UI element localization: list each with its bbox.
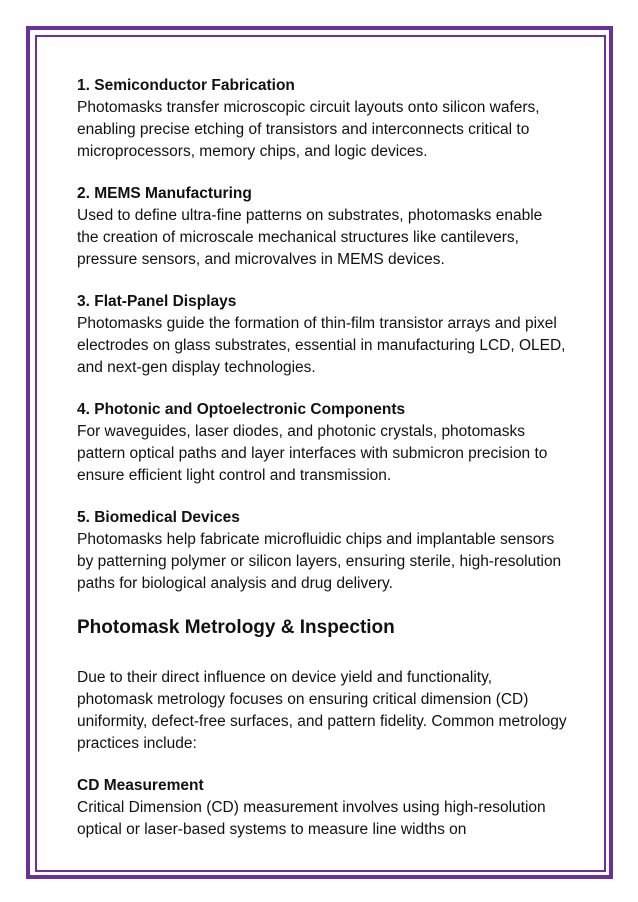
application-section (77, 291, 567, 379)
section-body: Used to define ultra-fine patterns on substrates, photomasks enable the creation of microscale mechanical structures like cantilevers, pressure sensors, and microvalves in MEMS devices. (77, 207, 543, 268)
section-title: 4. Photonic and Optoelectronic Components (77, 401, 406, 418)
section-title: 2. MEMS Manufacturing (77, 185, 252, 202)
section-title: 3. Flat-Panel Displays (77, 293, 237, 310)
application-section (77, 183, 567, 271)
page-content (77, 75, 567, 861)
section-body: For waveguides, laser diodes, and photonic crystals, photomasks pattern optical paths and layer interfaces with submicron precision to ensure efficient light control and transmission. (77, 423, 548, 484)
metrology-heading: Photomask Metrology & Inspection (77, 617, 395, 638)
application-section (77, 507, 567, 595)
cd-measurement-body: Critical Dimension (CD) measurement involves using high-resolution optical or laser-based systems to measure line widths on (77, 799, 546, 838)
cd-measurement-title: CD Measurement (77, 777, 204, 794)
application-section (77, 75, 567, 163)
section-title: 1. Semiconductor Fabrication (77, 77, 295, 94)
application-section (77, 399, 567, 487)
section-body: Photomasks transfer microscopic circuit layouts onto silicon wafers, enabling precise etching of transistors and interconnects critical to microprocessors, memory chips, and logic devices. (77, 99, 540, 160)
section-body: Photomasks guide the formation of thin-film transistor arrays and pixel electrodes on glass substrates, essential in manufacturing LCD, OLED, and next-gen display technologies. (77, 315, 566, 376)
section-body: Photomasks help fabricate microfluidic chips and implantable sensors by patterning polymer or silicon layers, ensuring sterile, high-resolution paths for biological analysis and drug delivery. (77, 531, 562, 592)
section-title: 5. Biomedical Devices (77, 509, 240, 526)
cd-measurement-section (77, 775, 567, 841)
metrology-intro: Due to their direct influence on device yield and functionality, photomask metrology focuses on ensuring critical dimension (CD) uniformity, defect-free surfaces, and pattern fidelity. Common metrology practices include: (77, 669, 567, 752)
